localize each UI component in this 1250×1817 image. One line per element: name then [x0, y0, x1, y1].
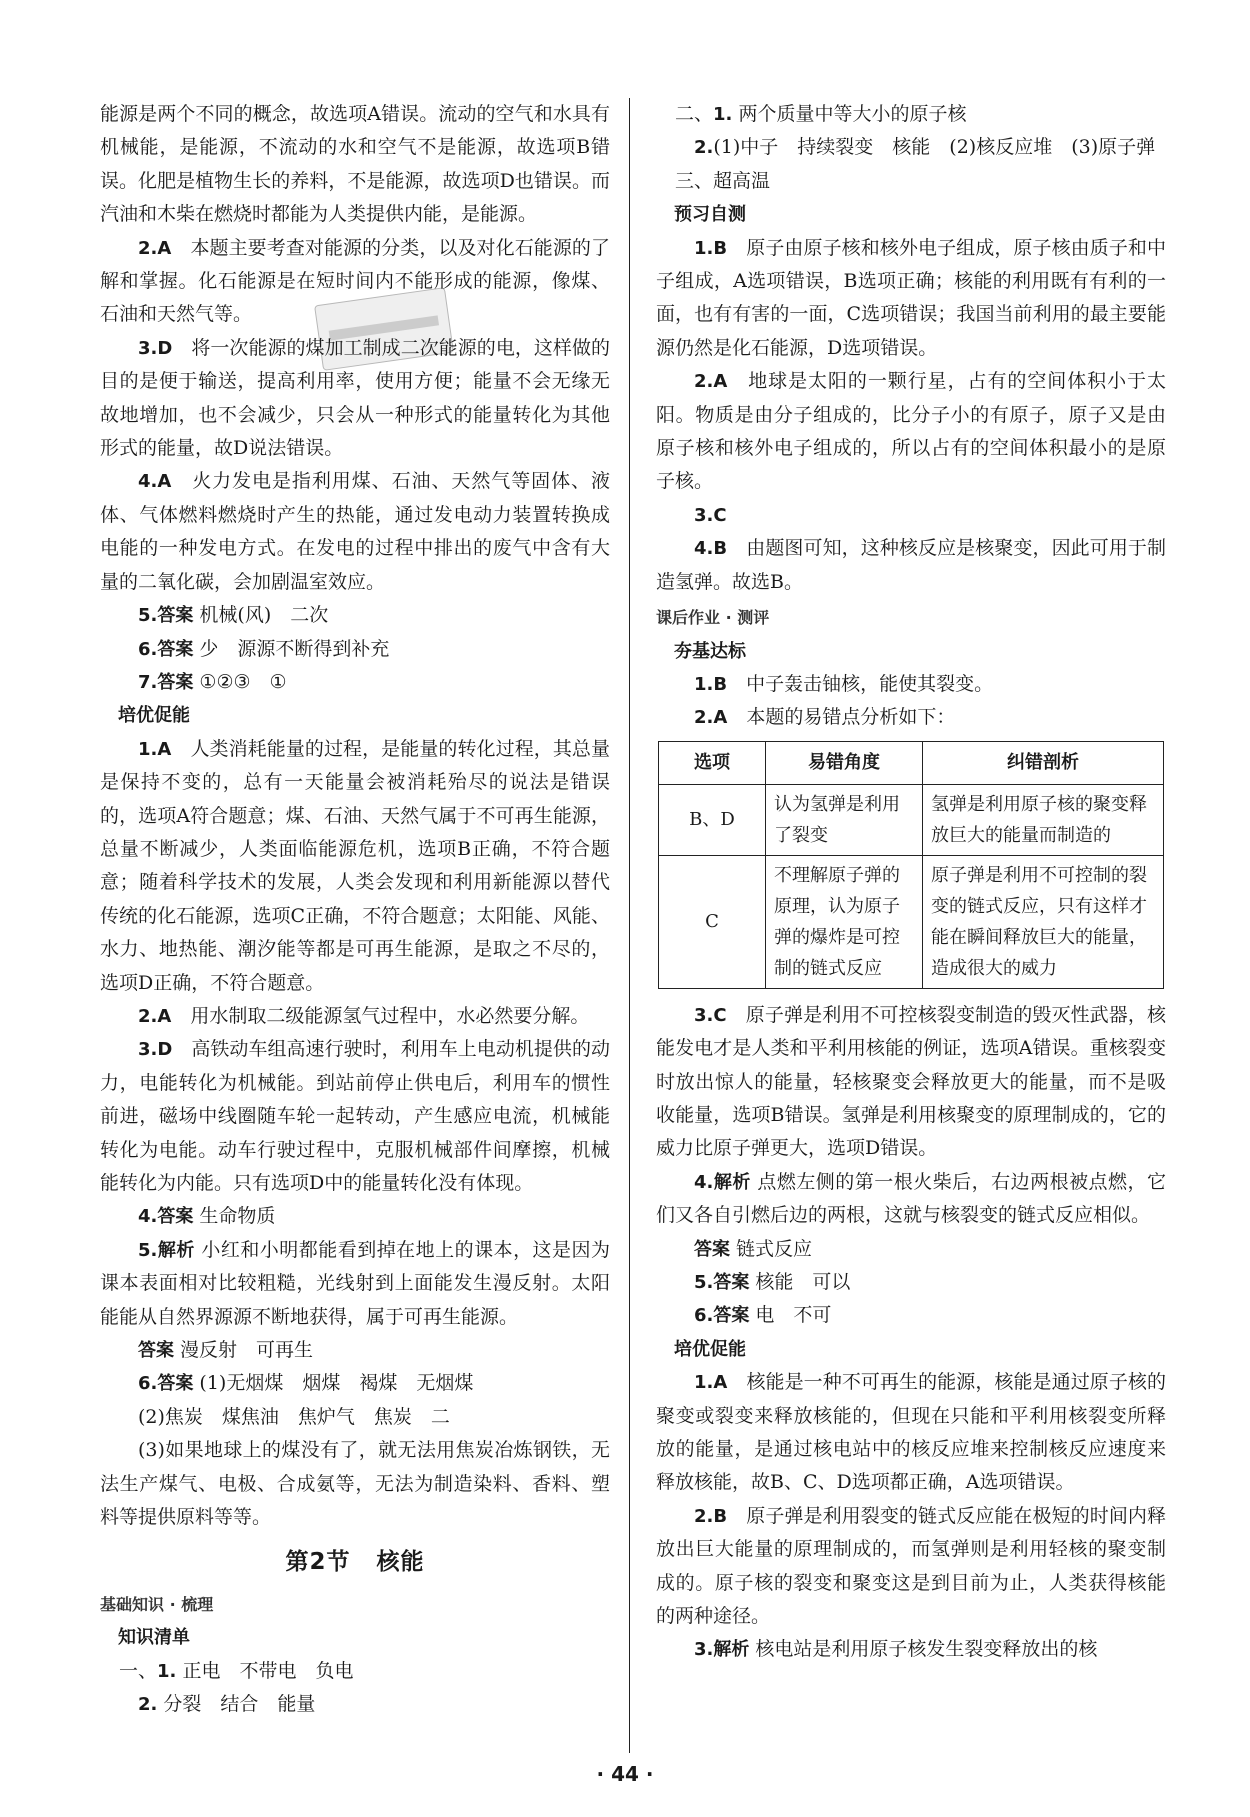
table-header: 选项: [659, 741, 766, 784]
knowledge-c: 三、超高温: [675, 169, 771, 192]
paragraph-continued: 能源是两个不同的概念，故选项A错误。流动的空气和水具有机械能，是能源，不流动的水和空气不是能源，故选项B错误。化肥是植物生长的养料，不是能源，故选项D也错误。而汽油和木柴在燃烧时都能为人类提供内能，是能源。: [100, 103, 610, 226]
extend-item-2: 2.B 原子弹是利用裂变的链式反应能在极短的时间内释放出巨大能量的原理制成的，而氢弹则是利用轻核的聚变制成的。原子核的裂变和聚变这是到目前为止，人类获得核能的两种途径。: [656, 1504, 1166, 1628]
knowledge-b-item-2: 2.(1)中子 持续裂变 核能 (2)核反应堆 (3)原子弹: [694, 136, 1156, 159]
table-cell: 原子弹是利用不可控制的裂变的链式反应，只有这样才能在瞬间释放巨大的能量，造成很大的威力: [923, 855, 1164, 988]
subheading-enhancement-right: 培优促能: [674, 1338, 746, 1360]
section-label-basic-knowledge: 基础知识 · 梳理: [100, 1594, 214, 1614]
knowledge-item-2: 2. 分裂 结合 能量: [138, 1693, 316, 1716]
subheading-enhancement: 培优促能: [118, 705, 190, 727]
homework-item-3: 3.C 原子弹是利用不可控核裂变制造的毁灭性武器，核能发电才是人类和平利用核能的例证，选项A错误。重核裂变时放出惊人的能量，轻核聚变会释放更大的能量，而不是吸收能量，选项B错误。氢弹是利用核聚变的原理制成的，它的威力比原子弹更大，选项D错误。: [656, 1003, 1166, 1160]
answer-item-6: 6.答案 少 源源不断得到补充: [138, 637, 390, 660]
column-divider: [629, 98, 630, 1753]
table-cell: B、D: [659, 784, 766, 855]
answer-item-5: 5.答案 机械(风) 二次: [138, 604, 329, 627]
homework-item-4: 4.解析 点燃左侧的第一根火柴后，右边两根被点燃，它们又各自引燃后边的两根，这就与核裂变的链式反应相似。: [656, 1170, 1166, 1227]
answer-item-3: 3.D 将一次能源的煤加工制成二次能源的电，这样做的目的是便于输送，提高利用率，使用方便；能量不会无缘无故地增加，也不会减少，只会从一种形式的能量转化为其他形式的能量，故D说法错误。: [100, 336, 610, 460]
enhance-item-4: 4.答案 生命物质: [138, 1205, 276, 1228]
homework-item-6: 6.答案 电 不可: [694, 1304, 832, 1327]
answer-item-4: 4.A 火力发电是指利用煤、石油、天然气等固体、液体、气体燃料燃烧时产生的热能，通过发电动力装置转换成电能的一种发电方式。在发电的过程中排出的废气中含有大量的二氧化碳，会加剧温室效应。: [100, 470, 610, 593]
table-row: [659, 784, 1164, 855]
right-column: [656, 98, 1166, 1667]
enhance-item-6-part2: (2)焦炭 煤焦油 焦炉气 焦炭 二: [138, 1405, 450, 1428]
enhance-item-3: 3.D 高铁动车组高速行驶时，利用车上电动机提供的动力，电能转化为机械能。到站前停止供电后，利用车的惯性前进，磁场中线圈随车轮一起转动，产生感应电流，机械能转化为电能。动车行驶过程中，克服机械部件间摩擦，机械能转化为内能。只有选项D中的能量转化没有体现。: [100, 1038, 610, 1194]
homework-item-1: 1.B 中子轰击铀核，能使其裂变。: [694, 672, 994, 695]
enhance-item-6: 6.答案 (1)无烟煤 烟煤 褐煤 无烟煤: [138, 1372, 474, 1395]
section-title: 第2节 核能: [285, 1549, 425, 1576]
enhance-item-1: 1.A 人类消耗能量的过程，是能量的转化过程，其总量是保持不变的，总有一天能量会被消耗殆尽的说法是错误的，选项A符合题意；煤、石油、天然气属于不可再生能源，总量不断减少，人类面临能源危机，选项B正确，不符合题意；随着科学技术的发展，人类会发现和利用新能源以替代传统的化石能源，选项C正确，不符合题意；太阳能、风能、水力、地热能、潮汐能等都是可再生能源，是取之不尽的，选项D正确，不符合题意。: [100, 737, 610, 994]
extend-item-3: 3.解析 核电站是利用原子核发生裂变释放出的核: [694, 1638, 1098, 1661]
page-number: · 44 ·: [596, 1762, 654, 1786]
enhance-item-5: 5.解析 小红和小明都能看到掉在地上的课本，这是因为课本表面相对比较粗糙，光线射到上面能发生漫反射。太阳能能从自然界源源不断地获得，属于可再生能源。: [100, 1238, 610, 1328]
subheading-preview-test: 预习自测: [674, 204, 746, 226]
knowledge-b-item-1: 二、1. 两个质量中等大小的原子核: [675, 103, 967, 125]
table-cell: 认为氢弹是利用了裂变: [766, 784, 923, 855]
homework-item-4-answer: 答案 链式反应: [694, 1237, 813, 1260]
table-header: 易错角度: [766, 741, 923, 784]
table-cell: 氢弹是利用原子核的聚变释放巨大的能量而制造的: [923, 784, 1164, 855]
preview-item-4: 4.B 由题图可知，这种核反应是核聚变，因此可用于制造氢弹。故选B。: [656, 537, 1166, 593]
homework-item-2: 2.A 本题的易错点分析如下：: [694, 706, 956, 729]
table-header-row: [659, 741, 1164, 784]
preview-item-3: 3.C: [694, 504, 727, 526]
homework-item-5: 5.答案 核能 可以: [694, 1270, 851, 1293]
left-column: [100, 98, 610, 1722]
answer-item-7: 7.答案 ①②③ ①: [138, 670, 287, 693]
preview-item-1: 1.B 原子由原子核和核外电子组成，原子核由质子和中子组成，A选项错误，B选项正确；核能的利用既有有利的一面，也有有害的一面，C选项错误；我国当前利用的最主要能源仍然是化石能源，D选项错误。: [656, 236, 1166, 359]
subheading-knowledge-list: 知识清单: [118, 1627, 190, 1649]
enhance-item-5-answer: 答案 漫反射 可再生: [138, 1339, 314, 1362]
extend-item-1: 1.A 核能是一种不可再生的能源，核能是通过原子核的聚变或裂变来释放核能的，但现在只能和平利用核裂变所释放的能量，是通过核电站中的核反应堆来控制核反应速度来释放核能，故B、C、D选项都正确，A选项错误。: [656, 1371, 1166, 1494]
subheading-consolidate: 夯基达标: [674, 640, 746, 662]
enhance-item-2: 2.A 用水制取二级能源氢气过程中，水必然要分解。: [138, 1004, 590, 1027]
section-label-after-class: 课后作业 · 测评: [656, 608, 770, 628]
knowledge-item-1: 一、1. 正电 不带电 负电: [119, 1659, 354, 1682]
table-row: [659, 855, 1164, 988]
table-header: 纠错剖析: [923, 741, 1164, 784]
answer-item-2: 2.A 本题主要考查对能源的分类，以及对化石能源的了解和掌握。化石能源是在短时间内不能形成的能源，像煤、石油和天然气等。: [100, 236, 610, 326]
enhance-item-6-part3: (3)如果地球上的煤没有了，就无法用焦炭冶炼钢铁，无法生产煤气、电极、合成氨等，无法为制造染料、香料、塑料等提供原料等等。: [100, 1439, 610, 1529]
table-cell: C: [659, 855, 766, 988]
error-analysis-table: [658, 741, 1164, 989]
table-cell: 不理解原子弹的原理，认为原子弹的爆炸是可控制的链式反应: [766, 855, 923, 988]
preview-item-2: 2.A 地球是太阳的一颗行星，占有的空间体积小于太阳。物质是由分子组成的，比分子小的有原子，原子又是由原子核和核外电子组成的，所以占有的空间体积最小的是原子核。: [656, 370, 1166, 493]
